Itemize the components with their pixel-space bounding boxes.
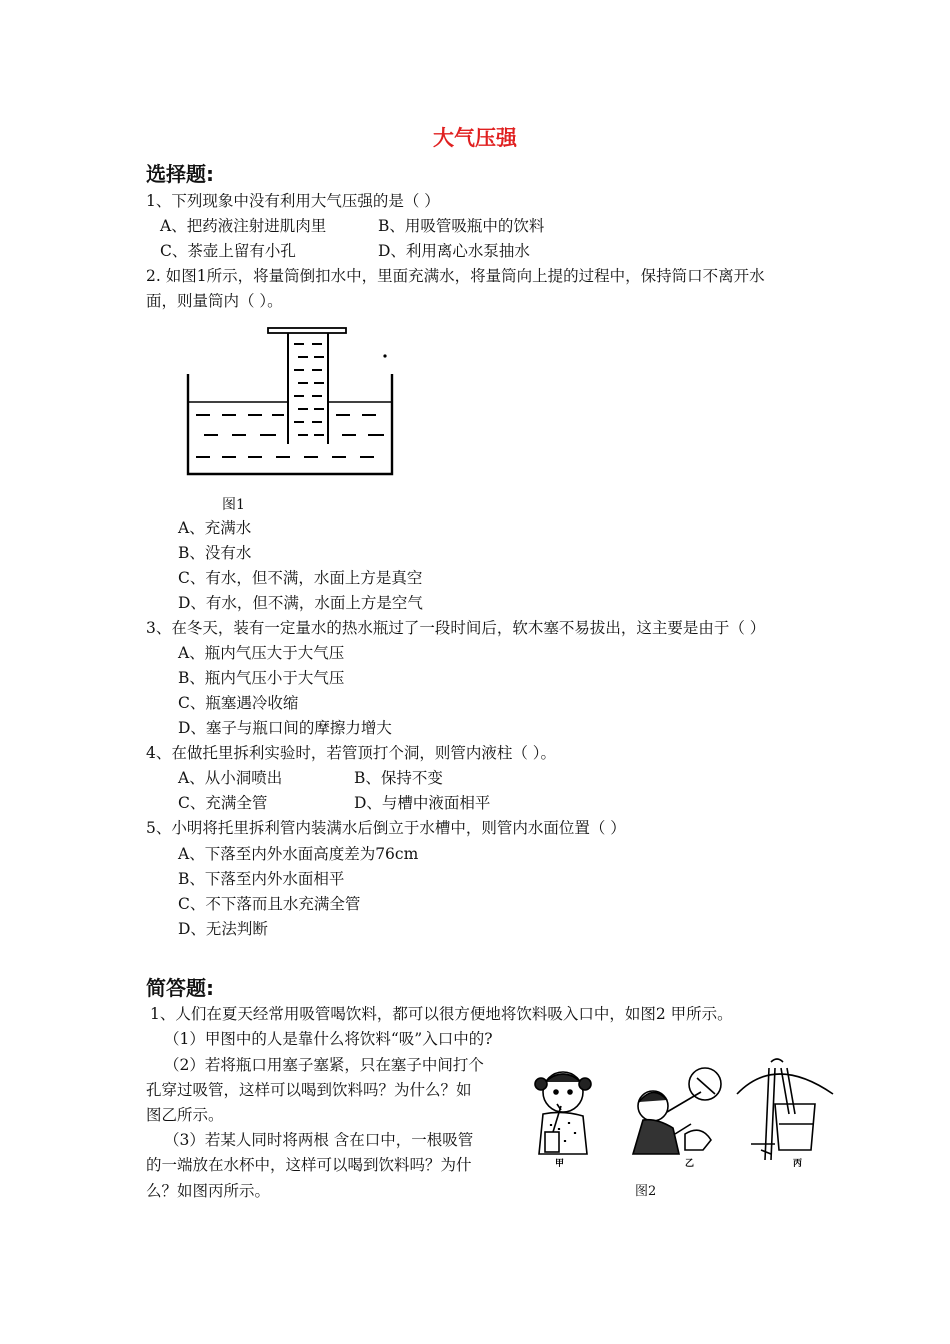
figure-2-label-bing: 丙	[793, 1159, 803, 1169]
question-2-option-a: A、充满水	[178, 519, 252, 537]
section-heading-choice: 选择题:	[146, 162, 214, 186]
figure-2-drinking-straw-illustrations	[525, 1054, 845, 1174]
question-2-stem-line2: 面，则量筒内（ ）。	[146, 292, 283, 310]
question-3-option-b: B、瓶内气压小于大气压	[178, 669, 345, 687]
question-1-option-c: C、茶壶上留有小孔	[160, 242, 296, 260]
figure-1-graduated-cylinder-diagram	[180, 322, 405, 482]
question-3-option-c: C、瓶塞遇冷收缩	[178, 694, 299, 712]
question-3-option-d: D、塞子与瓶口间的摩擦力增大	[178, 719, 392, 737]
question-5-option-d: D、无法判断	[178, 920, 268, 938]
short-answer-1-part2-line3: 图乙所示。	[146, 1106, 224, 1124]
question-4-stem: 4、在做托里拆利实验时，若管顶打个洞，则管内液柱（ ）。	[146, 744, 557, 762]
question-5-option-b: B、下落至内外水面相平	[178, 870, 345, 888]
question-2-option-d: D、有水，但不满，水面上方是空气	[178, 594, 423, 612]
question-3-stem: 3、在冬天，装有一定量水的热水瓶过了一段时间后，软木塞不易拔出，这主要是由于（ ）	[146, 619, 766, 637]
question-4-option-d: D、与槽中液面相平	[354, 794, 491, 812]
figure-2-caption: 图2	[635, 1184, 657, 1199]
figure-2-label-yi: 乙	[685, 1159, 695, 1169]
section-heading-short-answer: 简答题:	[146, 976, 214, 1000]
short-answer-1-part3-line1: （3）若某人同时将两根 含在口中，一根吸管	[164, 1131, 474, 1149]
question-2-stem-line1: 2. 如图1所示，将量筒倒扣水中，里面充满水，将量筒向上提的过程中，保持筒口不离开水	[146, 267, 765, 285]
figure-2-girl-drawing	[535, 1072, 591, 1154]
question-1-option-a: A、把药液注射进肌肉里	[160, 217, 327, 235]
short-answer-1-part1: （1）甲图中的人是靠什么将饮料“吸”入口中的?	[164, 1030, 493, 1048]
question-4-option-a: A、从小洞喷出	[178, 769, 283, 787]
question-2-option-b: B、没有水	[178, 544, 252, 562]
question-1-stem: 1、下列现象中没有利用大气压强的是（ ）	[146, 192, 440, 210]
short-answer-1-stem: 1、人们在夏天经常用吸管喝饮料，都可以很方便地将饮料吸入口中，如图2 甲所示。	[150, 1005, 733, 1023]
short-answer-1-part2-line2: 孔穿过吸管，这样可以喝到饮料吗？为什么？如	[146, 1081, 472, 1099]
figure-1-caption: 图1	[222, 497, 245, 513]
question-3-option-a: A、瓶内气压大于大气压	[178, 644, 345, 662]
question-4-option-c: C、充满全管	[178, 794, 268, 812]
question-4-option-b: B、保持不变	[354, 769, 443, 787]
question-2-option-c: C、有水，但不满，水面上方是真空	[178, 569, 423, 587]
short-answer-1-part3-line3: 么？如图丙所示。	[146, 1182, 271, 1200]
question-1-option-d: D、利用离心水泵抽水	[378, 242, 530, 260]
figure-2-two-straws-drawing	[737, 1059, 833, 1160]
page-title: 大气压强	[433, 126, 517, 150]
question-1-option-b: B、用吸管吸瓶中的饮料	[378, 217, 545, 235]
short-answer-1-part2-line1: （2）若将瓶口用塞子塞紧，只在塞子中间打个	[164, 1056, 484, 1074]
figure-2-boy-drawing	[633, 1068, 721, 1154]
question-5-option-a: A、下落至内外水面高度差为76cm	[178, 845, 419, 863]
question-5-stem: 5、小明将托里拆利管内装满水后倒立于水槽中，则管内水面位置（ ）	[146, 819, 626, 837]
short-answer-1-part3-line2: 的一端放在水杯中，这样可以喝到饮料吗？为什	[146, 1156, 472, 1174]
figure-2-label-jia: 甲	[555, 1159, 565, 1169]
question-5-option-c: C、不下落而且水充满全管	[178, 895, 361, 913]
